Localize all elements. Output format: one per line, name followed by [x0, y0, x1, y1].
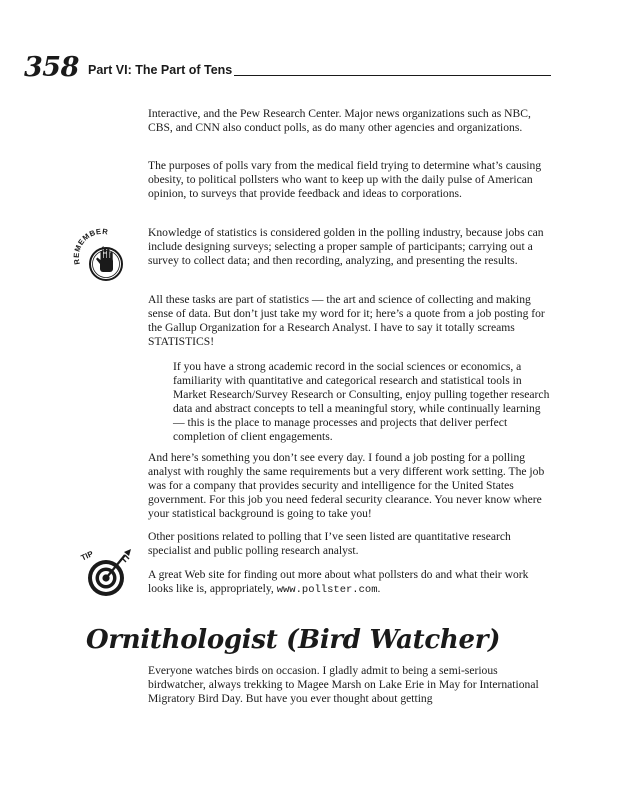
header-rule: [234, 75, 551, 76]
section-heading: Ornithologist (Bird Watcher): [86, 625, 501, 655]
job-posting-quote: If you have a strong academic record in the social sciences or economics, a familiarity with quantitative and categorical research and statistical tools in Market Research/Survey Research or Consulting, enjoy pulling together research data and abstract concepts to tell a meaningful story, while continually learning — this is the place to manage processes and projects that deliver perfect completion of client engagements.: [173, 360, 550, 443]
pollster-text: A great Web site for finding out more about what pollsters do and what their work looks like is, appropriately,: [148, 568, 529, 595]
paragraph-birdwatching-intro: Everyone watches birds on occasion. I gladly admit to being a semi-serious birdwatcher, always trekking to Magee Marsh on Lake Erie in May for International Migratory Bird Day. But have you ever thought about getting: [148, 664, 539, 705]
tip-icon-label: TIP: [80, 549, 95, 563]
remember-icon-label: REMEMBER: [72, 228, 109, 266]
part-title: Part VI: The Part of Tens: [88, 63, 233, 77]
page-number: 358: [24, 52, 79, 83]
paragraph-knowledge-of-statistics: Knowledge of statistics is considered golden in the polling industry, because jobs can include designing surveys; selecting a proper sample of participants; carrying out a survey to collect data; and then recording, analyzing, and presenting the results.: [148, 226, 544, 267]
paragraph-all-these-tasks: All these tasks are part of statistics — the art and science of collecting and making sense of data. But don’t just take my word for it; here’s a quote from a job posting for the Gallup Organization for a Research Analyst. I have to say it totally screams STATISTICS!: [148, 293, 545, 348]
remember-icon: [72, 228, 132, 291]
paragraph-pollster-website: [148, 568, 553, 598]
paragraph-purposes-of-polls: The purposes of polls vary from the medical field trying to determine what’s causing obesity, to political pollsters who want to keep up with the daily pulse of American opinion, to surveys that provide feedback and ideas to corporations.: [148, 159, 542, 200]
paragraph-other-positions: Other positions related to polling that I’ve seen listed are quantitative research specialist and public polling research analyst.: [148, 530, 511, 557]
paragraph-polling-organizations: Interactive, and the Pew Research Center. Major news organizations such as NBC, CBS, and CNN also conduct polls, as do many other agencies and organizations.: [148, 107, 531, 134]
tip-icon: [80, 542, 138, 605]
pollster-period: .: [377, 581, 381, 595]
pollster-url-link[interactable]: www.pollster.com: [276, 583, 378, 596]
paragraph-security-job: And here’s something you don’t see every day. I found a job posting for a polling analyst with roughly the same requirements but a very different work setting. The job was for a company that provides security and intelligence for the United States government. For this job you need federal security clearance. You never know where your statistical background is going to take you!: [148, 451, 545, 520]
